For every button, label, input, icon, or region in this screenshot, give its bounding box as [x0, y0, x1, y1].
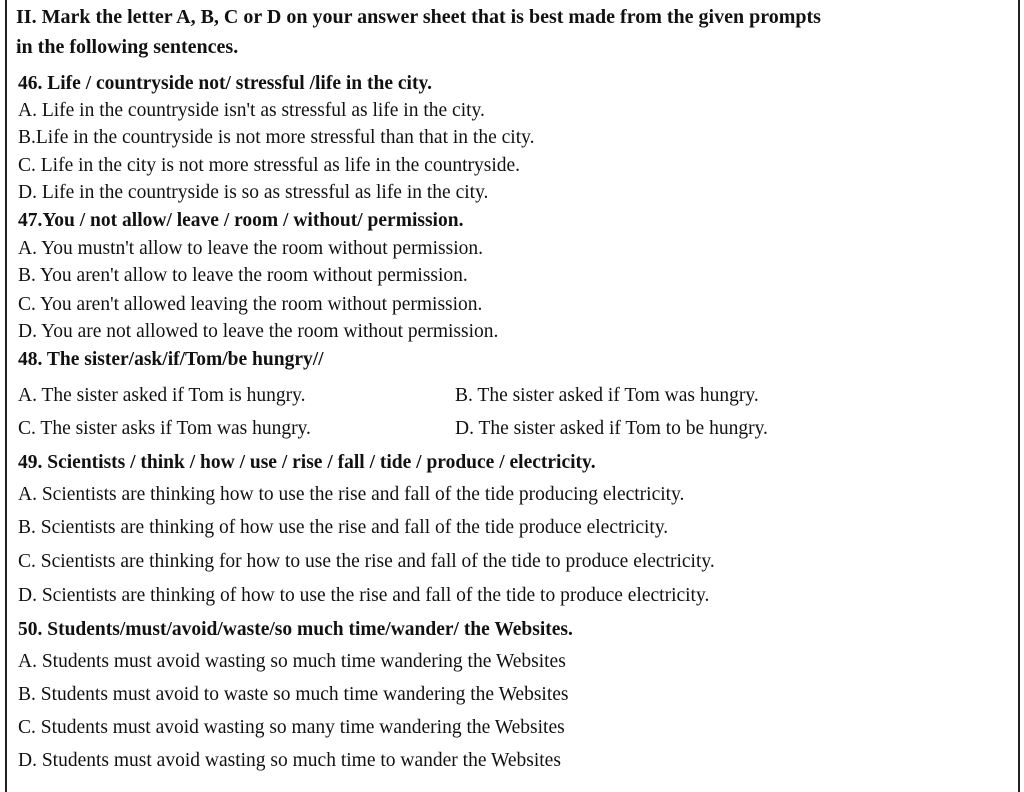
- question-48-option-c: C. The sister asks if Tom was hungry.: [18, 418, 311, 439]
- left-border: [5, 0, 7, 792]
- question-50-option-d: D. Students must avoid wasting so much time to wander the Websites: [18, 750, 561, 771]
- question-49-option-b: B. Scientists are thinking of how use the rise and fall of the tide produce electricity.: [18, 517, 669, 538]
- question-48-option-d: D. The sister asked if Tom to be hungry.: [455, 418, 768, 439]
- question-47-option-d: D. You are not allowed to leave the room without permission.: [18, 321, 499, 342]
- question-46-option-d: D. Life in the countryside is so as stressful as life in the city.: [18, 182, 489, 203]
- section-instruction-line-1: II. Mark the letter A, B, C or D on your answer sheet that is best made from the given prompts: [16, 6, 821, 28]
- question-50-prompt: 50. Students/must/avoid/waste/so much time/wander/ the Websites.: [18, 619, 573, 640]
- question-49-option-d: D. Scientists are thinking of how to use the rise and fall of the tide to produce electricity.: [18, 585, 710, 606]
- question-48-option-b: B. The sister asked if Tom was hungry.: [455, 385, 759, 406]
- question-48-prompt: 48. The sister/ask/if/Tom/be hungry//: [18, 349, 324, 370]
- question-47-option-c: C. You aren't allowed leaving the room without permission.: [18, 294, 483, 315]
- question-47-option-b: B. You aren't allow to leave the room without permission.: [18, 265, 468, 286]
- question-47-prompt: 47.You / not allow/ leave / room / without/ permission.: [18, 210, 464, 231]
- question-49-option-c: C. Scientists are thinking for how to use the rise and fall of the tide to produce electricity.: [18, 551, 715, 572]
- right-border: [1018, 0, 1020, 792]
- question-49-option-a: A. Scientists are thinking how to use the rise and fall of the tide producing electricity.: [18, 484, 685, 505]
- question-50-option-c: C. Students must avoid wasting so many time wandering the Websites: [18, 717, 565, 738]
- question-46-option-b: B.Life in the countryside is not more stressful than that in the city.: [18, 127, 535, 148]
- question-46-option-a: A. Life in the countryside isn't as stressful as life in the city.: [18, 100, 485, 121]
- section-instruction-line-2: in the following sentences.: [16, 36, 239, 58]
- question-50-option-a: A. Students must avoid wasting so much time wandering the Websites: [18, 651, 566, 672]
- question-47-option-a: A. You mustn't allow to leave the room without permission.: [18, 238, 483, 259]
- question-46-option-c: C. Life in the city is not more stressful as life in the countryside.: [18, 155, 521, 176]
- question-49-prompt: 49. Scientists / think / how / use / rise / fall / tide / produce / electricity.: [18, 452, 596, 473]
- question-46-prompt: 46. Life / countryside not/ stressful /life in the city.: [18, 73, 432, 94]
- question-48-option-a: A. The sister asked if Tom is hungry.: [18, 385, 306, 406]
- question-50-option-b: B. Students must avoid to waste so much time wandering the Websites: [18, 684, 569, 705]
